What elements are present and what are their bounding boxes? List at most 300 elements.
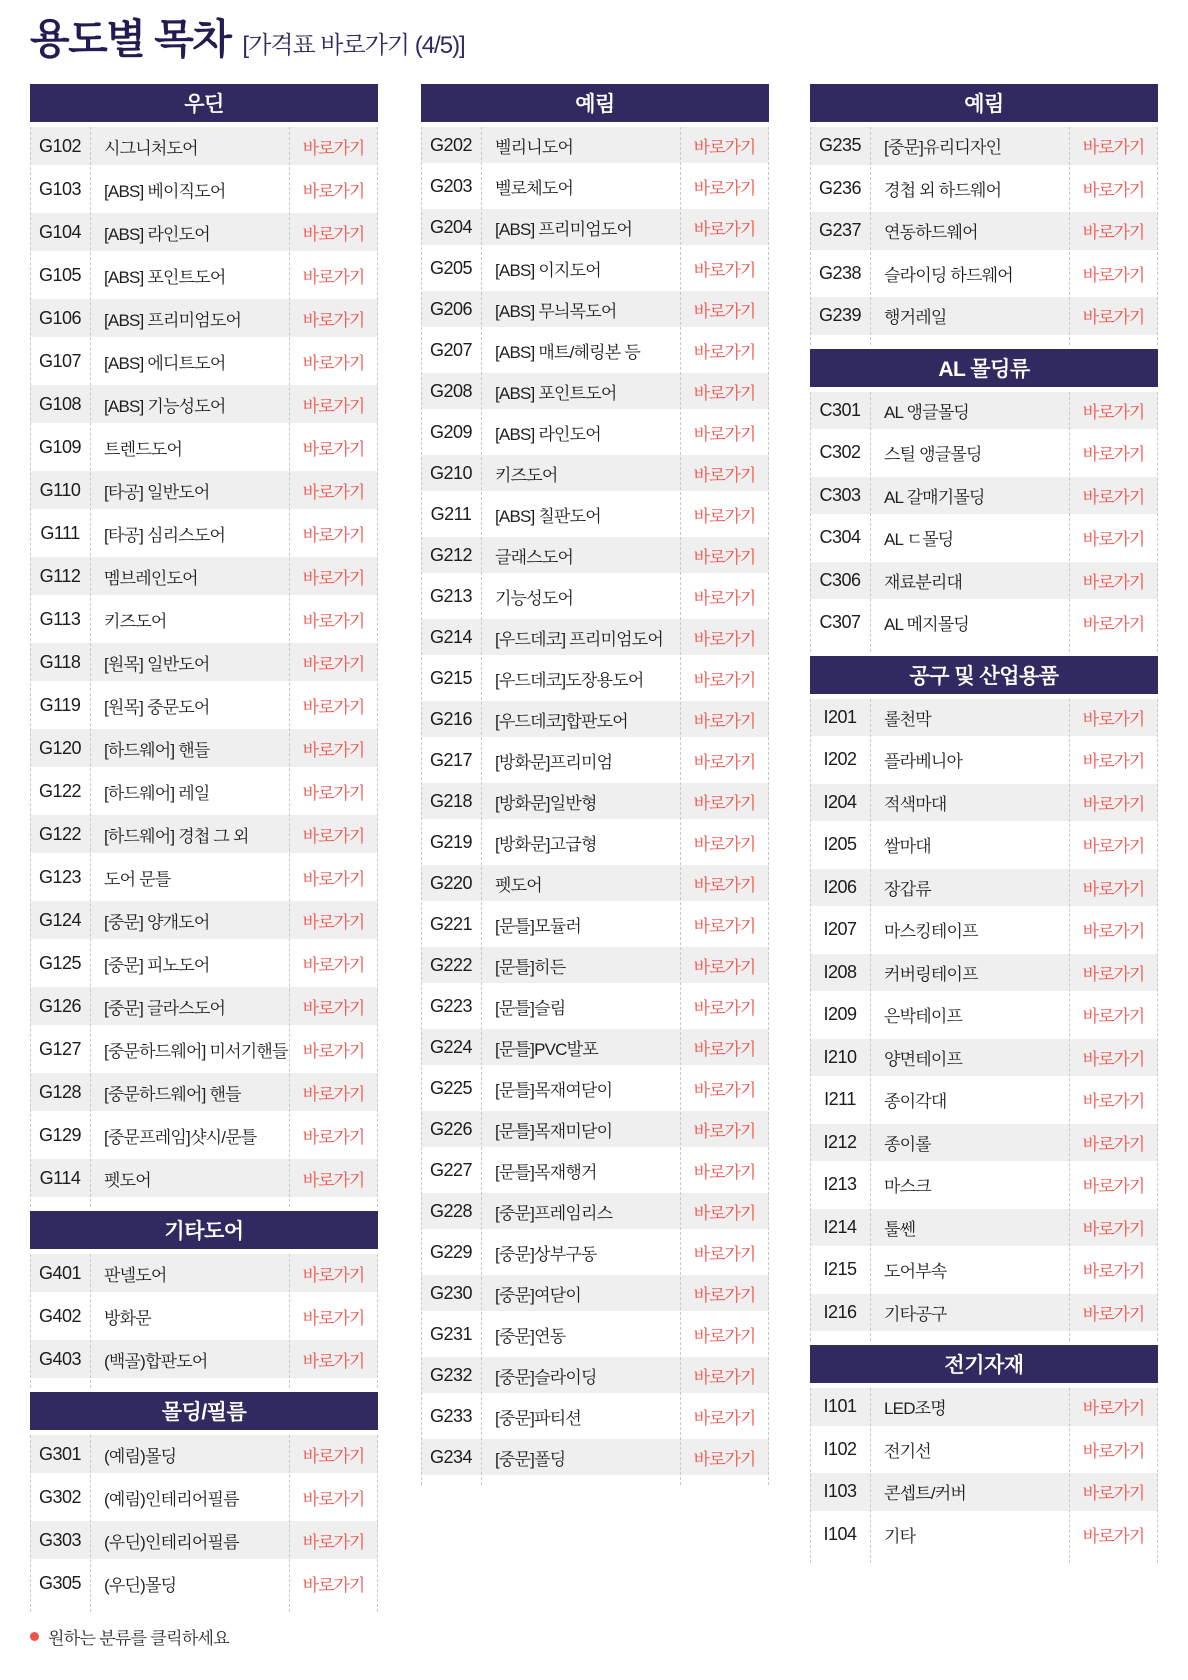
go-link[interactable]: 바로가기: [693, 1080, 756, 1100]
item-label: [중문]연동: [495, 1326, 566, 1346]
go-link[interactable]: 바로가기: [1082, 1092, 1145, 1112]
toc-row: [30, 256, 378, 294]
item-code: I215: [823, 1259, 857, 1280]
section-body: [30, 127, 378, 1197]
item-label: [문틀]모듈러: [495, 916, 581, 936]
item-label: [ABS] 프리미엄도어: [495, 219, 633, 239]
price-list-shortcut-link[interactable]: [가격표 바로가기 (4/5)]: [242, 32, 465, 59]
toc-row: [421, 1193, 769, 1229]
go-link[interactable]: 바로가기: [302, 568, 365, 588]
item-label: 트렌드도어: [104, 439, 183, 459]
item-label: 툴쎈: [884, 1219, 916, 1239]
go-link[interactable]: 바로가기: [302, 1265, 365, 1285]
go-link[interactable]: 바로가기: [302, 1575, 365, 1595]
go-link[interactable]: 바로가기: [1082, 265, 1145, 285]
item-code: G123: [38, 866, 82, 887]
item-label: 기능성도어: [495, 588, 574, 608]
item-code: I207: [823, 919, 857, 940]
item-code: G225: [429, 1077, 473, 1098]
go-link[interactable]: 바로가기: [693, 711, 756, 731]
item-label: [중문]파티션: [495, 1408, 581, 1428]
item-label: 연동하드웨어: [884, 223, 978, 243]
section-header: 기타도어: [30, 1211, 378, 1249]
go-link[interactable]: 바로가기: [693, 998, 756, 1018]
item-code: G217: [429, 749, 473, 770]
item-code: G402: [38, 1305, 82, 1326]
item-label: [중문] 피노도어: [104, 955, 210, 975]
go-link[interactable]: 바로가기: [302, 955, 365, 975]
item-label: [ABS] 기능성도어: [104, 396, 226, 416]
go-link[interactable]: 바로가기: [1082, 922, 1145, 942]
item-label: [ABS] 베이직도어: [104, 181, 226, 201]
toc-row: [421, 660, 769, 696]
go-link[interactable]: 바로가기: [302, 1489, 365, 1509]
item-code: G120: [38, 737, 82, 758]
toc-row: [421, 906, 769, 942]
go-link[interactable]: 바로가기: [693, 1367, 756, 1387]
item-code: G125: [38, 952, 82, 973]
go-link[interactable]: 바로가기: [693, 588, 756, 608]
go-link[interactable]: 바로가기: [693, 875, 756, 895]
toc-row: [810, 1516, 1158, 1554]
item-code: G209: [429, 421, 473, 442]
section-body: [421, 127, 769, 1475]
go-link[interactable]: 바로가기: [1082, 1049, 1145, 1069]
toc-section: [810, 1345, 1158, 1553]
go-link[interactable]: 바로가기: [693, 629, 756, 649]
go-link[interactable]: 바로가기: [693, 547, 756, 567]
item-label: (우딘)몰딩: [104, 1575, 177, 1595]
item-label: 펫도어: [104, 1170, 151, 1190]
go-link[interactable]: 바로가기: [302, 1041, 365, 1061]
toc-row: [30, 772, 378, 810]
item-code: G122: [38, 780, 82, 801]
item-code: G230: [429, 1282, 473, 1303]
go-link[interactable]: 바로가기: [302, 310, 365, 330]
go-link[interactable]: 바로가기: [1082, 445, 1145, 465]
item-label: [중문] 글라스도어: [104, 998, 226, 1018]
item-label: AL 갈매기몰딩: [884, 487, 985, 507]
item-label: 커버링테이프: [884, 964, 978, 984]
item-code: G212: [429, 544, 473, 565]
go-link[interactable]: 바로가기: [1082, 879, 1145, 899]
go-link[interactable]: 바로가기: [302, 783, 365, 803]
toc-row: [810, 1039, 1158, 1077]
item-label: 종이각대: [884, 1092, 947, 1112]
item-label: 적색마대: [884, 794, 947, 814]
footer-note: [30, 1624, 229, 1649]
toc-row: [810, 954, 1158, 992]
go-link[interactable]: 바로가기: [693, 178, 756, 198]
toc-row: [30, 428, 378, 466]
toc-row: [810, 784, 1158, 822]
go-link[interactable]: 바로가기: [693, 1326, 756, 1346]
item-code: G118: [39, 651, 81, 672]
go-link[interactable]: 바로가기: [693, 793, 756, 813]
go-link[interactable]: 바로가기: [1082, 1007, 1145, 1027]
go-link[interactable]: 바로가기: [1082, 1177, 1145, 1197]
section-body: [30, 1435, 378, 1602]
item-code: I204: [823, 791, 857, 812]
item-label: 시그니처도어: [104, 138, 198, 158]
go-link[interactable]: 바로가기: [693, 1121, 756, 1141]
section-header: 공구 및 산업용품: [810, 656, 1158, 694]
item-code: G228: [429, 1200, 473, 1221]
item-code: G303: [38, 1529, 82, 1550]
toc-row: [421, 291, 769, 327]
go-link[interactable]: 바로가기: [302, 1446, 365, 1466]
toc-row: [810, 699, 1158, 737]
section-body: [810, 1388, 1158, 1553]
toc-row: [30, 729, 378, 767]
item-code: G226: [429, 1118, 473, 1139]
item-code: G231: [429, 1323, 473, 1344]
toc-row: [810, 170, 1158, 208]
toc-row: [810, 297, 1158, 335]
item-label: 양면테이프: [884, 1049, 963, 1069]
toc-section: [30, 1392, 378, 1602]
toc-row: [30, 1340, 378, 1378]
go-link[interactable]: 바로가기: [302, 396, 365, 416]
go-link[interactable]: 바로가기: [693, 219, 756, 239]
toc-row: [421, 1111, 769, 1147]
section-body: [30, 1254, 378, 1378]
go-link[interactable]: 바로가기: [1082, 572, 1145, 592]
item-code: G203: [429, 175, 473, 196]
item-label: AL 앵글몰딩: [884, 402, 969, 422]
go-link[interactable]: 바로가기: [1082, 402, 1145, 422]
toc-row: [810, 562, 1158, 600]
toc-row: [810, 869, 1158, 907]
toc-row: [810, 127, 1158, 165]
go-link[interactable]: 바로가기: [1082, 138, 1145, 158]
go-link[interactable]: 바로가기: [1082, 1441, 1145, 1461]
item-code: G301: [38, 1443, 82, 1464]
go-link[interactable]: 바로가기: [302, 1532, 365, 1552]
item-label: AL ㄷ몰딩: [884, 530, 954, 550]
go-link[interactable]: 바로가기: [693, 916, 756, 936]
toc-column-1: [30, 84, 378, 1602]
item-label: [ABS] 라인도어: [495, 424, 601, 444]
go-link[interactable]: 바로가기: [1082, 837, 1145, 857]
item-label: 슬라이딩 하드웨어: [884, 265, 1013, 285]
toc-row: [421, 1070, 769, 1106]
toc-section: [30, 1211, 378, 1378]
item-code: C304: [819, 527, 861, 548]
go-link[interactable]: 바로가기: [693, 1244, 756, 1264]
item-code: G210: [429, 462, 473, 483]
item-label: 펫도어: [495, 875, 542, 895]
item-label: [문틀]PVC발포: [495, 1039, 598, 1059]
go-link[interactable]: 바로가기: [693, 752, 756, 772]
go-link[interactable]: 바로가기: [1082, 223, 1145, 243]
toc-section: [810, 349, 1158, 642]
go-link[interactable]: 바로가기: [1082, 752, 1145, 772]
go-link[interactable]: 바로가기: [693, 1039, 756, 1059]
item-code: G213: [429, 585, 473, 606]
item-label: 행거레일: [884, 308, 947, 328]
item-code: G119: [39, 694, 81, 715]
item-label: 플라베니아: [884, 752, 963, 772]
toc-row: [810, 1473, 1158, 1511]
go-link[interactable]: 바로가기: [302, 353, 365, 373]
toc-section: [810, 656, 1158, 1332]
item-code: I102: [823, 1438, 857, 1459]
item-code: I103: [823, 1481, 857, 1502]
item-label: [ABS] 라인도어: [104, 224, 210, 244]
item-label: LED조명: [884, 1399, 946, 1419]
item-label: [ABS] 칠판도어: [495, 506, 601, 526]
go-link[interactable]: 바로가기: [302, 697, 365, 717]
item-code: G110: [39, 479, 81, 500]
item-label: 재료분리대: [884, 572, 963, 592]
item-label: 마스크: [884, 1177, 931, 1197]
go-link[interactable]: 바로가기: [1082, 964, 1145, 984]
go-link[interactable]: 바로가기: [302, 439, 365, 459]
item-code: I209: [823, 1004, 857, 1025]
item-label: (예림)인테리어필름: [104, 1489, 239, 1509]
toc-row: [421, 1316, 769, 1352]
toc-row: [810, 1209, 1158, 1247]
item-label: (백골)합판도어: [104, 1351, 208, 1371]
item-code: G105: [38, 264, 82, 285]
item-label: [원목] 일반도어: [104, 654, 210, 674]
item-label: [타공] 심리스도어: [104, 525, 226, 545]
toc-row: [30, 342, 378, 380]
toc-row: [30, 1478, 378, 1516]
go-link[interactable]: 바로가기: [693, 465, 756, 485]
item-code: G401: [38, 1262, 82, 1283]
go-link[interactable]: 바로가기: [693, 834, 756, 854]
go-link[interactable]: 바로가기: [302, 611, 365, 631]
toc-row: [421, 250, 769, 286]
item-label: 글래스도어: [495, 547, 574, 567]
go-link[interactable]: 바로가기: [1082, 1399, 1145, 1419]
item-code: G111: [40, 522, 80, 543]
go-link[interactable]: 바로가기: [302, 654, 365, 674]
item-label: [방화문]프리미엄: [495, 752, 613, 772]
go-link[interactable]: 바로가기: [693, 957, 756, 977]
toc-row: [810, 255, 1158, 293]
go-link[interactable]: 바로가기: [693, 383, 756, 403]
go-link[interactable]: 바로가기: [302, 224, 365, 244]
go-link[interactable]: 바로가기: [1082, 1304, 1145, 1324]
go-link[interactable]: 바로가기: [302, 482, 365, 502]
toc-section: [421, 84, 769, 1475]
go-link[interactable]: 바로가기: [1082, 709, 1145, 729]
toc-row: [30, 901, 378, 939]
go-link[interactable]: 바로가기: [693, 260, 756, 280]
toc-row: [30, 170, 378, 208]
item-label: [타공] 일반도어: [104, 482, 210, 502]
item-code: C307: [819, 612, 861, 633]
go-link[interactable]: 바로가기: [1082, 794, 1145, 814]
section-body: [810, 127, 1158, 335]
item-label: [문틀]목재미닫이: [495, 1121, 613, 1141]
go-link[interactable]: 바로가기: [1082, 1262, 1145, 1282]
item-code: G208: [429, 380, 473, 401]
item-code: I208: [823, 961, 857, 982]
item-code: G238: [818, 262, 862, 283]
toc-row: [30, 557, 378, 595]
red-bullet-icon: [30, 1632, 39, 1641]
go-link[interactable]: 바로가기: [302, 1084, 365, 1104]
go-link[interactable]: 바로가기: [302, 1351, 365, 1371]
item-label: [ABS] 프리미엄도어: [104, 310, 242, 330]
item-code: G302: [38, 1486, 82, 1507]
go-link[interactable]: 바로가기: [1082, 1134, 1145, 1154]
toc-row: [421, 947, 769, 983]
go-link[interactable]: 바로가기: [302, 138, 365, 158]
item-code: I201: [823, 706, 857, 727]
item-label: AL 메지몰딩: [884, 615, 969, 635]
item-code: G107: [38, 350, 82, 371]
toc-row: [810, 741, 1158, 779]
item-code: G234: [429, 1446, 473, 1467]
item-label: [중문]여닫이: [495, 1285, 581, 1305]
go-link[interactable]: 바로가기: [693, 424, 756, 444]
item-label: [문틀]목재행거: [495, 1162, 597, 1182]
item-label: 도어 문틀: [104, 869, 171, 889]
item-label: [ABS] 이지도어: [495, 260, 601, 280]
item-label: [중문]슬라이딩: [495, 1367, 597, 1387]
item-label: [방화문]고급형: [495, 834, 597, 854]
toc-column-3: [810, 84, 1158, 1553]
go-link[interactable]: 바로가기: [302, 869, 365, 889]
toc-row: [810, 477, 1158, 515]
go-link[interactable]: 바로가기: [1082, 1219, 1145, 1239]
item-label: 도어부속: [884, 1262, 947, 1282]
go-link[interactable]: 바로가기: [302, 1170, 365, 1190]
toc-row: [30, 643, 378, 681]
toc-row: [30, 471, 378, 509]
toc-row: [810, 826, 1158, 864]
item-code: I205: [823, 834, 857, 855]
item-label: 방화문: [104, 1308, 151, 1328]
toc-row: [810, 1166, 1158, 1204]
go-link[interactable]: 바로가기: [302, 826, 365, 846]
item-code: G235: [818, 135, 862, 156]
item-label: 벨로체도어: [495, 178, 574, 198]
toc-row: [421, 1398, 769, 1434]
toc-row: [421, 1439, 769, 1475]
item-label: 키즈도어: [104, 611, 167, 631]
go-link[interactable]: 바로가기: [693, 670, 756, 690]
item-code: G109: [38, 436, 82, 457]
toc-row: [30, 815, 378, 853]
item-label: 쌀마대: [884, 837, 931, 857]
toc-row: [421, 1275, 769, 1311]
toc-row: [421, 127, 769, 163]
toc-row: [421, 619, 769, 655]
item-code: G129: [38, 1124, 82, 1145]
go-link[interactable]: 바로가기: [302, 525, 365, 545]
item-label: 멤브레인도어: [104, 568, 198, 588]
toc-row: [421, 496, 769, 532]
item-code: I214: [823, 1216, 857, 1237]
toc-row: [30, 514, 378, 552]
item-code: G103: [38, 178, 82, 199]
go-link[interactable]: 바로가기: [693, 1203, 756, 1223]
item-label: 벨리니도어: [495, 137, 574, 157]
item-code: G229: [429, 1241, 473, 1262]
go-link[interactable]: 바로가기: [693, 1285, 756, 1305]
toc-row: [30, 127, 378, 165]
item-code: G202: [429, 134, 473, 155]
toc-row: [30, 1159, 378, 1197]
item-label: [우드데코]도장용도어: [495, 670, 644, 690]
item-code: G104: [38, 221, 82, 242]
section-header: 예림: [421, 84, 769, 122]
toc-row: [30, 1564, 378, 1602]
toc-row: [30, 600, 378, 638]
go-link[interactable]: 바로가기: [302, 267, 365, 287]
go-link[interactable]: 바로가기: [1082, 180, 1145, 200]
item-label: [중문하드웨어] 미서기핸들: [104, 1041, 288, 1061]
item-code: G220: [429, 872, 473, 893]
item-code: G102: [38, 135, 82, 156]
item-code: I212: [823, 1131, 857, 1152]
item-code: G403: [38, 1348, 82, 1369]
item-label: (우딘)인테리어필름: [104, 1532, 239, 1552]
item-label: [우드데코]합판도어: [495, 711, 628, 731]
item-label: [원목] 중문도어: [104, 697, 210, 717]
go-link[interactable]: 바로가기: [302, 998, 365, 1018]
item-code: G204: [429, 216, 473, 237]
toc-row: [30, 858, 378, 896]
toc-row: [810, 1388, 1158, 1426]
item-label: 스틸 앵글몰딩: [884, 445, 982, 465]
go-link[interactable]: 바로가기: [302, 912, 365, 932]
item-code: G113: [39, 608, 81, 629]
item-label: [중문프레임]샷시/문틀: [104, 1127, 257, 1147]
item-label: [중문하드웨어] 핸들: [104, 1084, 241, 1104]
go-link[interactable]: 바로가기: [693, 506, 756, 526]
toc-row: [810, 1251, 1158, 1289]
item-code: G206: [429, 298, 473, 319]
go-link[interactable]: 바로가기: [302, 740, 365, 760]
go-link[interactable]: 바로가기: [1082, 1526, 1145, 1546]
go-link[interactable]: 바로가기: [302, 181, 365, 201]
go-link[interactable]: 바로가기: [693, 1408, 756, 1428]
go-link[interactable]: 바로가기: [693, 342, 756, 362]
go-link[interactable]: 바로가기: [693, 301, 756, 321]
go-link[interactable]: 바로가기: [1082, 487, 1145, 507]
item-label: [중문] 양개도어: [104, 912, 210, 932]
toc-row: [810, 1294, 1158, 1332]
item-code: I216: [823, 1301, 857, 1322]
item-code: G223: [429, 995, 473, 1016]
item-code: C306: [819, 569, 861, 590]
go-link[interactable]: 바로가기: [693, 1162, 756, 1182]
go-link[interactable]: 바로가기: [1082, 1484, 1145, 1504]
toc-row: [421, 1029, 769, 1065]
toc-row: [30, 213, 378, 251]
toc-row: [30, 1073, 378, 1111]
go-link[interactable]: 바로가기: [1082, 308, 1145, 328]
item-label: 전기선: [884, 1441, 931, 1461]
item-label: [ABS] 에디트도어: [104, 353, 226, 373]
go-link[interactable]: 바로가기: [1082, 615, 1145, 635]
item-code: I206: [823, 876, 857, 897]
item-code: G239: [818, 305, 862, 326]
go-link[interactable]: 바로가기: [693, 137, 756, 157]
go-link[interactable]: 바로가기: [302, 1308, 365, 1328]
go-link[interactable]: 바로가기: [1082, 530, 1145, 550]
item-code: G205: [429, 257, 473, 278]
go-link[interactable]: 바로가기: [693, 1449, 756, 1469]
go-link[interactable]: 바로가기: [302, 1127, 365, 1147]
